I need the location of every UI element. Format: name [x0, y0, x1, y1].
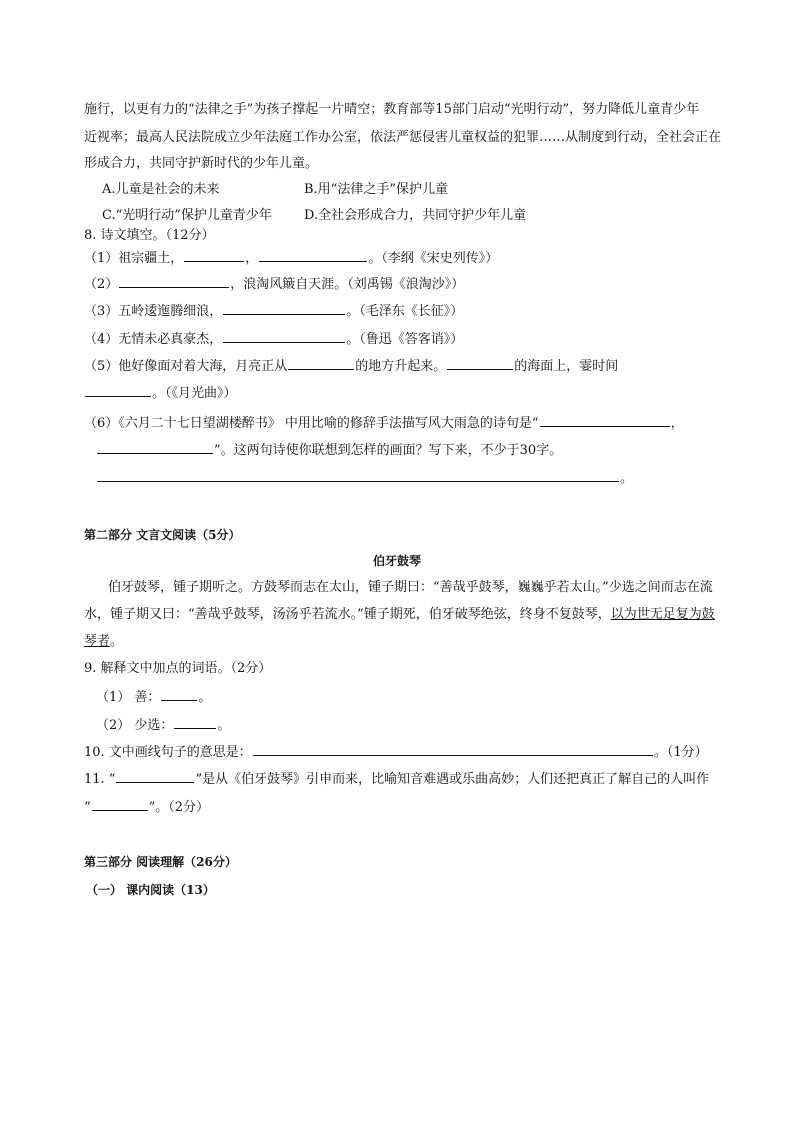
answer-blank[interactable] — [223, 302, 345, 315]
option-c: C.“光明行动”保护儿童青少年 — [102, 208, 272, 223]
q8-item-2-suffix: ，浪淘风簸自天涯。（刘禹锡《浪淘沙》） — [230, 277, 465, 292]
intro-line-2: 近视率；最高人民法院成立少年法庭工作办公室，依法严惩侵害儿童权益的犯罪……从制度到行动，全社会正在 — [84, 130, 722, 145]
q8-item-4-suffix: 。（鲁迅《答客诮》） — [346, 332, 464, 347]
answer-blank[interactable] — [540, 414, 670, 427]
question-11 — [84, 770, 709, 789]
q9-item-2 — [96, 716, 230, 735]
answer-blank[interactable] — [116, 770, 194, 783]
q8-item-6-writing — [96, 469, 633, 488]
passage-line-2-text: 水，锺子期又曰：“善哉乎鼓琴，汤汤乎若流水。”锺子期死，伯牙破琴绝弦，终身不复鼓琴， — [84, 607, 611, 622]
option-a: A.儿童是社会的未来 — [102, 182, 220, 197]
intro-line-1: 施行，以更有力的“法律之手”为孩子撑起一片晴空；教育部等15部门启动“光明行动”，努力降低儿童青少年 — [84, 102, 700, 117]
answer-blank[interactable] — [259, 249, 367, 262]
q8-item-5-cont — [84, 384, 237, 403]
underlined-sentence: 以为世无足复为鼓 — [610, 607, 715, 622]
question-8-title: 8. 诗文填空。（12分） — [84, 228, 215, 243]
answer-blank[interactable] — [184, 249, 244, 262]
intro-line-3: 形成合力，共同守护新时代的少年儿童。 — [84, 156, 319, 171]
q8-item-4 — [84, 330, 463, 349]
question-11-open-quote: 11. “ — [84, 772, 116, 787]
passage-line-3 — [84, 633, 123, 651]
q9-item-1 — [96, 688, 211, 707]
answer-blank[interactable] — [174, 716, 216, 729]
q9-item-1-suffix: 。 — [198, 690, 212, 705]
answer-blank[interactable] — [85, 384, 151, 397]
question-9-title: 9. 解释文中加点的词语。（2分） — [84, 661, 272, 676]
answer-blank[interactable] — [223, 330, 345, 343]
q8-item-6-end: 。 — [620, 471, 634, 486]
question-11-text: ”是从《伯牙鼓琴》引申而来，比喻知音难遇或乐曲高妙；人们还把真正了解自己的人叫作 — [195, 772, 710, 787]
question-10-text: 10. 文中画线句子的意思是： — [84, 745, 252, 760]
q8-item-4-prefix: （4）无情未必真豪杰， — [84, 332, 223, 347]
q8-item-3-suffix: 。（毛泽东《长征》） — [346, 304, 464, 319]
question-10 — [84, 743, 708, 762]
q8-item-5-cont-suffix: 。（《月光曲》） — [152, 386, 237, 401]
answer-blank[interactable] — [97, 441, 213, 454]
q8-item-5-middle: 的地方升起来。 — [355, 359, 447, 374]
answer-line[interactable] — [97, 469, 619, 482]
answer-blank[interactable] — [253, 743, 653, 756]
q8-item-2-prefix: （2） — [84, 277, 119, 292]
passage-line-1: 伯牙鼓琴，锺子期听之。方鼓琴而志在太山，锺子期曰：“善哉乎鼓琴，巍巍乎若太山。”少选之间而志在流 — [108, 580, 713, 595]
q8-item-2 — [84, 275, 464, 294]
q8-item-1 — [84, 249, 498, 268]
passage-line-3-end: 。 — [110, 634, 124, 649]
passage-line-2 — [84, 606, 715, 624]
q8-item-6-cont-text: ”。这两句诗使你联想到怎样的画面？写下来，不少于30字。 — [214, 443, 563, 458]
q8-item-6-prefix: （6）《六月二十七日望湖楼醉书》 中用比喻的修辞手法描写风大雨急的诗句是“ — [84, 416, 539, 431]
answer-blank[interactable] — [119, 275, 229, 288]
option-b: B.用“法律之手”保护儿童 — [304, 182, 448, 197]
question-11-cont-open-quote: “ — [84, 800, 91, 815]
q8-item-1-sep: ， — [245, 251, 259, 266]
answer-blank[interactable] — [447, 357, 513, 370]
q8-item-5 — [84, 357, 618, 376]
q9-item-1-prefix: （1） 善： — [96, 690, 161, 705]
option-d: D.全社会形成合力，共同守护少年儿童 — [304, 208, 527, 223]
q8-item-1-prefix: （1）祖宗疆土， — [84, 251, 184, 266]
question-11-cont — [84, 798, 209, 817]
part-2-heading: 第二部分 文言文阅读（5分） — [84, 528, 241, 542]
q8-item-1-suffix: 。（李纲《宋史列传》） — [368, 251, 499, 266]
q9-item-2-suffix: 。 — [217, 718, 231, 733]
q8-item-3-prefix: （3）五岭逶迤腾细浪， — [84, 304, 223, 319]
question-10-score: 。（1分） — [653, 745, 708, 760]
answer-blank[interactable] — [92, 798, 148, 811]
answer-blank[interactable] — [161, 688, 197, 701]
q8-item-5-suffix: 的海面上，霎时间 — [514, 359, 619, 374]
q8-item-3 — [84, 302, 463, 321]
q9-item-2-prefix: （2） 少选： — [96, 718, 174, 733]
underlined-sentence-end: 琴者 — [84, 634, 111, 649]
question-11-score: ”。（2分） — [148, 800, 210, 815]
part-3-subheading: （一） 课内阅读（13） — [86, 883, 215, 897]
passage-title: 伯牙鼓琴 — [372, 554, 421, 568]
answer-blank[interactable] — [288, 357, 354, 370]
q8-item-6-cont — [96, 441, 562, 460]
part-3-heading: 第三部分 阅读理解（26分） — [84, 855, 237, 869]
q8-item-5-prefix: （5）他好像面对着大海，月亮正从 — [84, 359, 288, 374]
q8-item-6 — [84, 414, 684, 433]
q8-item-6-sep: ， — [670, 416, 684, 431]
